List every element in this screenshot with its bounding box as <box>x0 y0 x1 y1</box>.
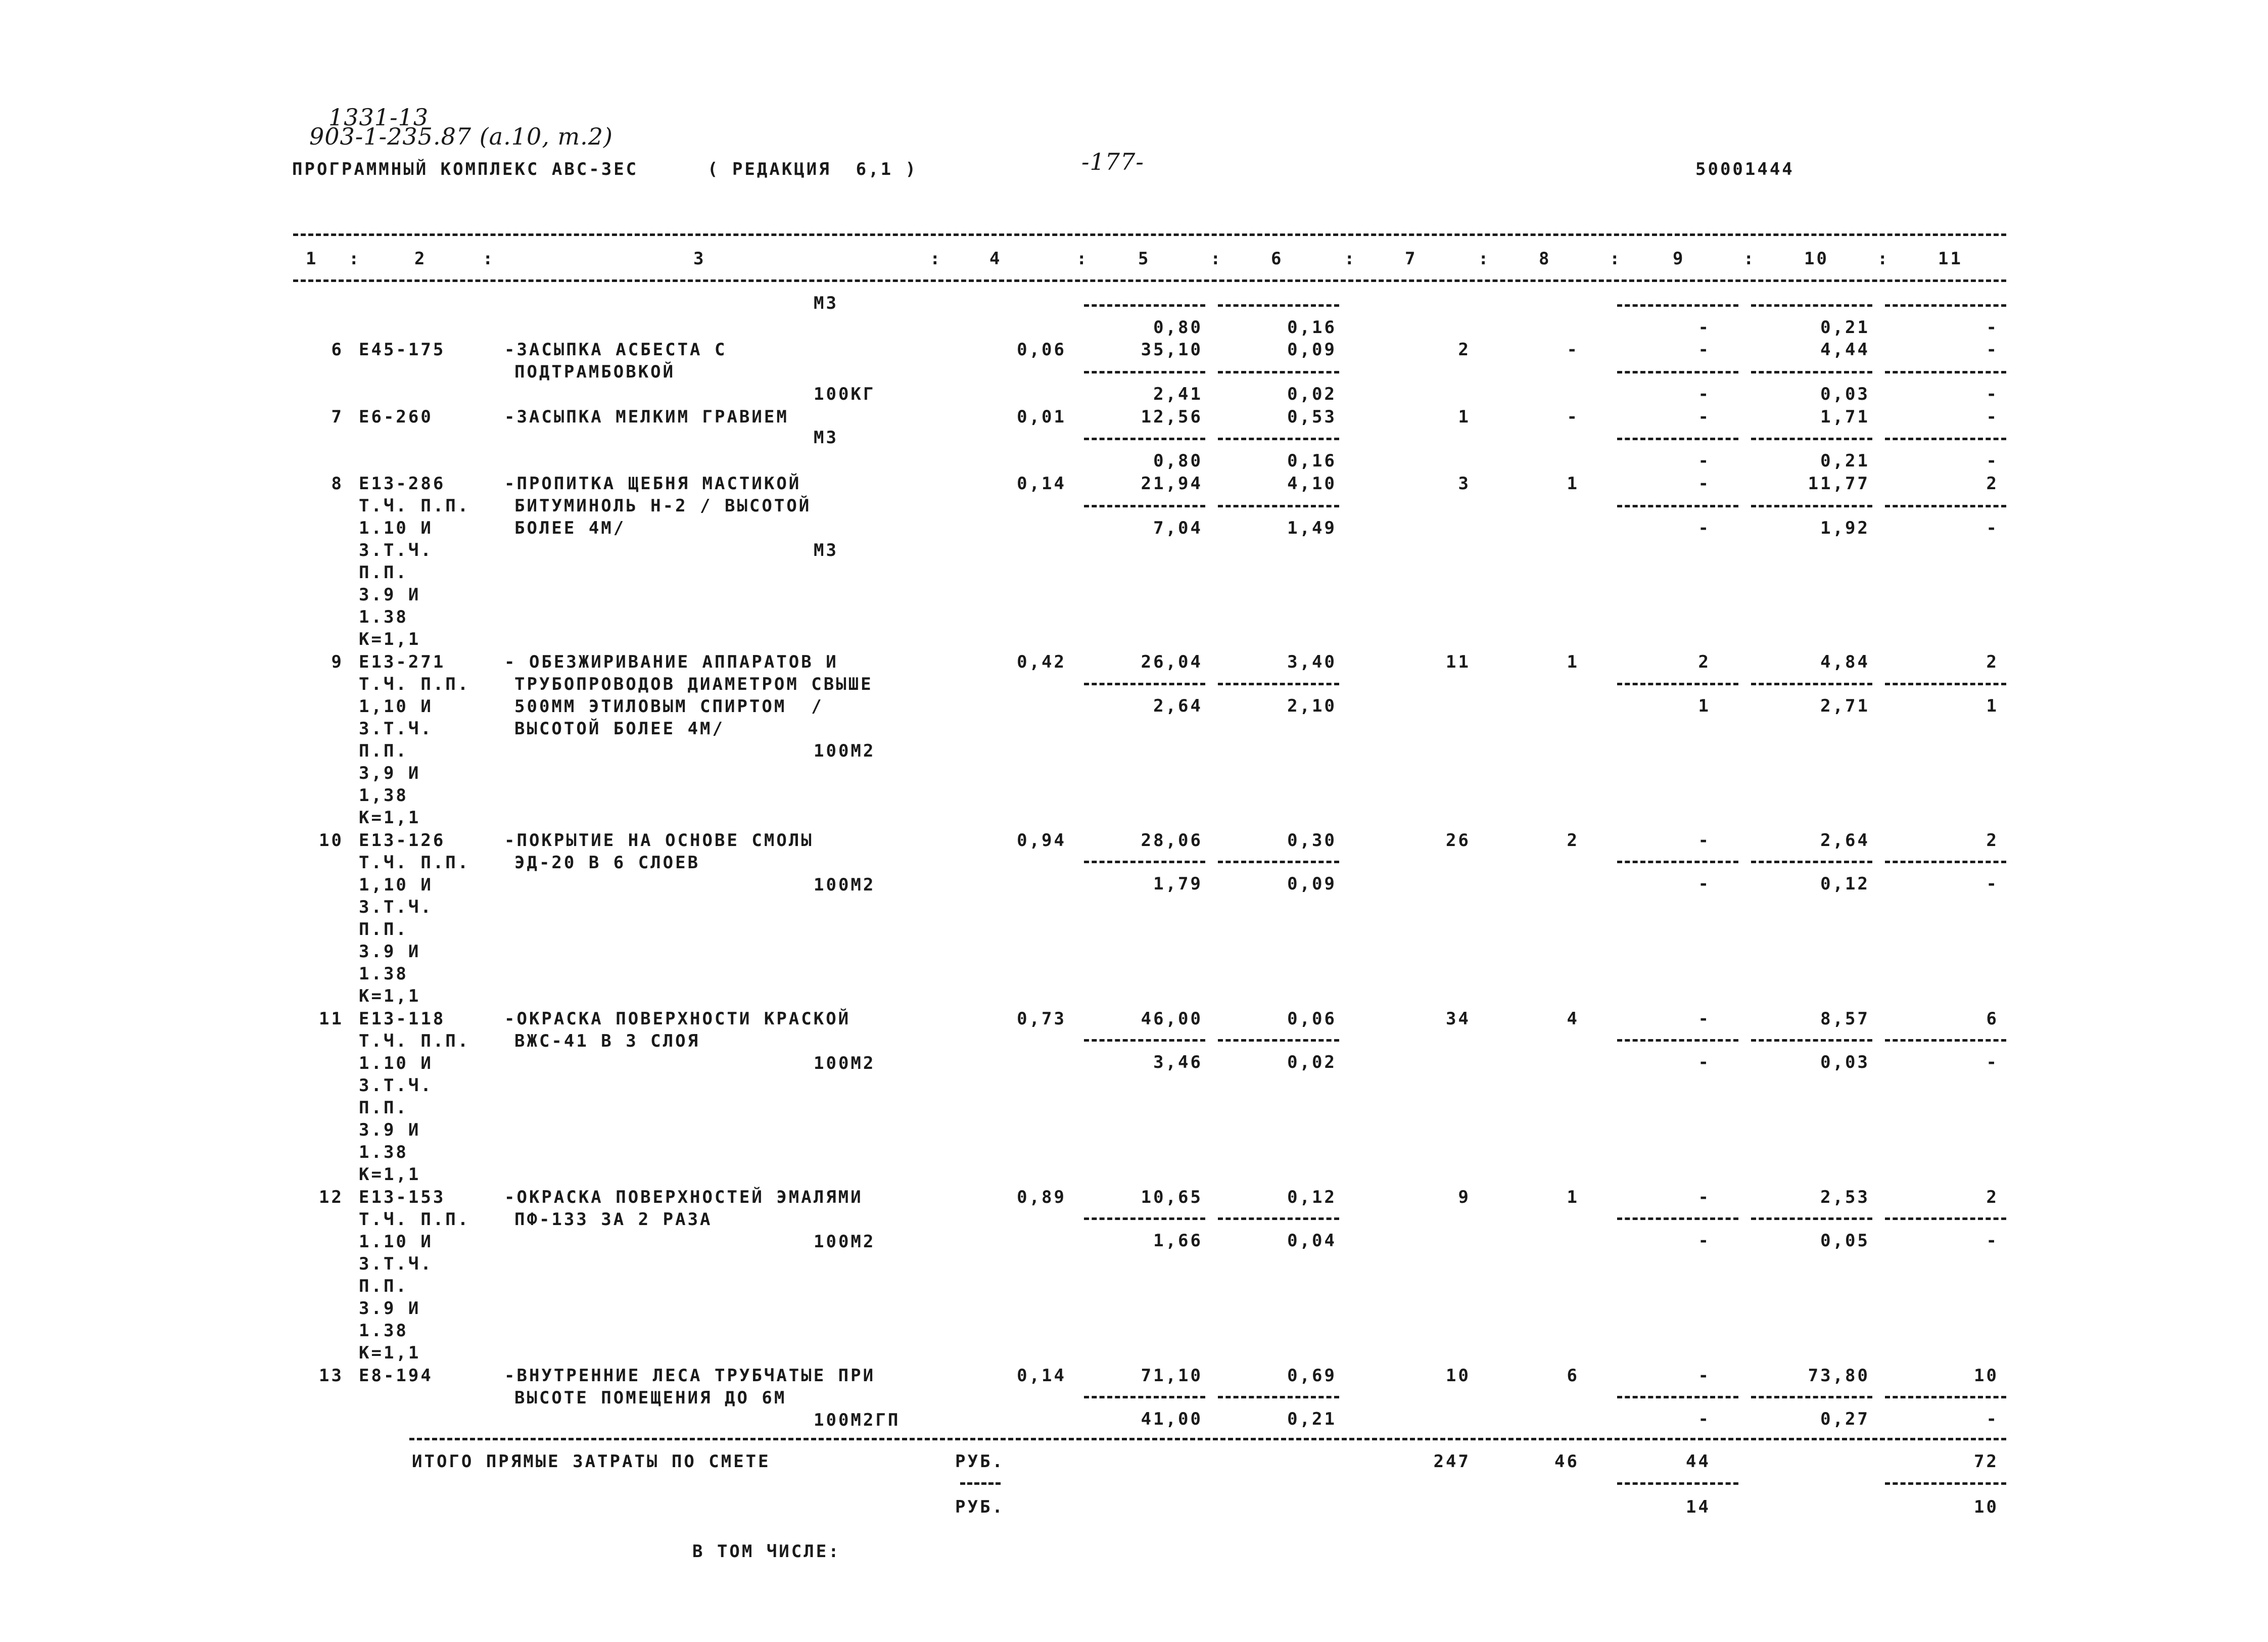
cell-c8: - <box>1567 340 1579 360</box>
rule <box>1218 505 1339 507</box>
row-code: К=1,1 <box>359 986 421 1006</box>
row-num: 11 <box>319 1009 344 1029</box>
cell-c10: 2,53 <box>1820 1187 1870 1207</box>
cell-c10-sub: 0,21 <box>1820 451 1870 471</box>
totals-rule <box>409 1438 2006 1440</box>
rule <box>1617 438 1738 440</box>
row-code: Е6-260 <box>359 407 433 427</box>
cell-c9: - <box>1698 830 1711 851</box>
rule <box>960 1482 1001 1485</box>
col-sep: : <box>930 249 942 269</box>
totals-c7: 247 <box>1433 1451 1471 1472</box>
row-name: 500ММ ЭТИЛОВЫМ СПИРТОМ / <box>514 696 824 717</box>
cell-c6-sub: 0,09 <box>1287 874 1337 894</box>
cell-c11-sub: - <box>1986 1052 1999 1072</box>
rule <box>1885 861 2006 863</box>
cell-c4: 0,14 <box>1017 474 1066 494</box>
cell-c4: 0,42 <box>1017 652 1066 672</box>
unit: М3 <box>814 428 838 448</box>
rule <box>1617 371 1738 373</box>
cell-c11: 2 <box>1986 652 1999 672</box>
rule <box>1218 1039 1339 1042</box>
header-rule-bottom <box>293 279 2006 282</box>
rule <box>1218 438 1339 440</box>
cell-c10: 4,84 <box>1820 652 1870 672</box>
row-num: 9 <box>331 652 344 672</box>
cell-c11: - <box>1986 340 1999 360</box>
unit: 100М2 <box>814 875 876 895</box>
row-name: -ЗАСЫПКА МЕЛКИМ ГРАВИЕМ <box>504 407 789 427</box>
page-number: -177- <box>1081 148 1144 175</box>
cell-c5: 35,10 <box>1141 340 1203 360</box>
cell-c5: 71,10 <box>1141 1366 1203 1386</box>
cell-c9: - <box>1698 407 1711 427</box>
cell-c6: 0,09 <box>1287 340 1337 360</box>
row-name: -ПРОПИТКА ЩЕБНЯ МАСТИКОЙ <box>504 474 801 494</box>
totals-currency: РУБ. <box>955 1451 1005 1472</box>
col-5: 5 <box>1138 249 1151 269</box>
row-code: Т.Ч. П.П. <box>359 674 470 694</box>
cell-c5-sub: 2,41 <box>1153 384 1203 404</box>
cell-c10-sub: 0,03 <box>1820 384 1870 404</box>
row-name: БИТУМИНОЛЬ Н-2 / ВЫСОТОЙ <box>514 496 812 516</box>
row-name: ТРУБОПРОВОДОВ ДИАМЕТРОМ СВЫШЕ <box>514 674 873 694</box>
col-2: 2 <box>414 249 427 269</box>
cell-c10-sub: 0,12 <box>1820 874 1870 894</box>
row-code: 3.9 И <box>359 585 421 605</box>
col-sep: : <box>1076 249 1089 269</box>
row-code: Т.Ч. П.П. <box>359 1031 470 1051</box>
col-sep: : <box>483 249 495 269</box>
cell-c5-sub: 41,00 <box>1141 1409 1203 1429</box>
rule <box>1084 861 1205 863</box>
cell-c5-sub: 1,79 <box>1153 874 1203 894</box>
row-code: Е13-286 <box>359 474 446 494</box>
col-6: 6 <box>1271 249 1284 269</box>
cell-c4: 0,94 <box>1017 830 1066 851</box>
row-code: 3.Т.Ч. <box>359 897 433 917</box>
row-code: П.П. <box>359 1098 408 1118</box>
rule <box>1084 438 1205 440</box>
col-sep: : <box>1210 249 1223 269</box>
row-name: БОЛЕЕ 4М/ <box>514 518 626 538</box>
rule <box>1218 1396 1339 1398</box>
cell-c6-sub: 2,10 <box>1287 696 1337 716</box>
row-code: 3.Т.Ч. <box>359 1075 433 1096</box>
cell-c10-sub: 0,03 <box>1820 1052 1870 1072</box>
cell-c4: 0,01 <box>1017 407 1066 427</box>
cell-c9-sub: - <box>1698 874 1711 894</box>
row-num: 12 <box>319 1187 344 1207</box>
rule <box>1084 1217 1205 1220</box>
cell-c11: 10 <box>1974 1366 1999 1386</box>
row-name: ПФ-133 ЗА 2 РАЗА <box>514 1209 713 1230</box>
cell-c9: - <box>1698 1366 1711 1386</box>
rule <box>1751 1039 1872 1042</box>
cell-c9-sub: - <box>1698 1052 1711 1072</box>
col-4: 4 <box>989 249 1002 269</box>
totals-label: ИТОГО ПРЯМЫЕ ЗАТРАТЫ ПО СМЕТЕ <box>412 1451 771 1472</box>
cell-c11-sub: - <box>1986 451 1999 471</box>
row-code: Е13-126 <box>359 830 446 851</box>
row-num: 10 <box>319 830 344 851</box>
row-code: 1,10 И <box>359 875 433 895</box>
row-code: 3.Т.Ч. <box>359 1254 433 1274</box>
row-code: Т.Ч. П.П. <box>359 1209 470 1230</box>
document-code: 50001444 <box>1695 159 1794 179</box>
row-name: -ВНУТРЕННИЕ ЛЕСА ТРУБЧАТЫЕ ПРИ <box>504 1366 876 1386</box>
cell-c11-sub: - <box>1986 317 1999 338</box>
cell-c11: 2 <box>1986 1187 1999 1207</box>
cell-c5: 46,00 <box>1141 1009 1203 1029</box>
row-code: П.П. <box>359 741 408 761</box>
row-code: Е13-153 <box>359 1187 446 1207</box>
cell-c6: 0,30 <box>1287 830 1337 851</box>
cell-c6-sub: 0,02 <box>1287 384 1337 404</box>
rule <box>1885 438 2006 440</box>
cell-c6: 0,06 <box>1287 1009 1337 1029</box>
totals-c11b: 10 <box>1974 1497 1999 1517</box>
cell-c9-sub: - <box>1698 1231 1711 1251</box>
rule <box>1617 1217 1738 1220</box>
rule <box>1218 371 1339 373</box>
cell-c9: - <box>1698 1009 1711 1029</box>
col-11: 11 <box>1938 249 1963 269</box>
col-8: 8 <box>1539 249 1551 269</box>
cell-c5: 12,56 <box>1141 407 1203 427</box>
cell-c11-sub: - <box>1986 384 1999 404</box>
cell-c9-sub: - <box>1698 518 1711 538</box>
cell-c5-sub: 0,80 <box>1153 317 1203 338</box>
rule-c5 <box>1084 304 1205 307</box>
unit: 100М2 <box>814 1232 876 1252</box>
row-code: 3.Т.Ч. <box>359 540 433 560</box>
col-3: 3 <box>693 249 706 269</box>
cell-c7: 3 <box>1458 474 1471 494</box>
col-sep: : <box>1877 249 1890 269</box>
cell-c11-sub: - <box>1986 1409 1999 1429</box>
cell-c6-sub: 0,02 <box>1287 1052 1337 1072</box>
row-code: П.П. <box>359 562 408 583</box>
totals-c9: 44 <box>1686 1451 1711 1472</box>
cell-c11-sub: - <box>1986 1231 1999 1251</box>
col-sep: : <box>1344 249 1357 269</box>
rule <box>1885 371 2006 373</box>
row-code: 1,38 <box>359 785 408 806</box>
rule <box>1218 683 1339 685</box>
col-1: 1 <box>306 249 318 269</box>
cell-c5-sub: 0,80 <box>1153 451 1203 471</box>
cell-c5: 21,94 <box>1141 474 1203 494</box>
cell-c4: 0,06 <box>1017 340 1066 360</box>
row-code: 3,9 И <box>359 763 421 783</box>
rule <box>1751 371 1872 373</box>
unit: 100М2 <box>814 741 876 761</box>
cell-c9-sub: - <box>1698 384 1711 404</box>
row-name: -ЗАСЫПКА АСБЕСТА С <box>504 340 727 360</box>
row-num: 13 <box>319 1366 344 1386</box>
cell-c9-sub: - <box>1698 1409 1711 1429</box>
cell-c10-sub: 0,21 <box>1820 317 1870 338</box>
cell-c10-sub: 0,05 <box>1820 1231 1870 1251</box>
row-name: - ОБЕЗЖИРИВАНИЕ АППАРАТОВ И <box>504 652 838 672</box>
row-name: ЭД-20 В 6 СЛОЕВ <box>514 853 700 873</box>
col-10: 10 <box>1804 249 1829 269</box>
handwritten-ref-1: 1331-13 <box>328 104 429 131</box>
cell-c4: 0,14 <box>1017 1366 1066 1386</box>
rule <box>1751 861 1872 863</box>
rule <box>1885 1396 2006 1398</box>
row-code: Е8-194 <box>359 1366 433 1386</box>
rule <box>1084 1396 1205 1398</box>
totals-c11: 72 <box>1974 1451 1999 1472</box>
header-rule-top <box>293 233 2006 236</box>
cell-c7: 11 <box>1446 652 1471 672</box>
row-name: -ПОКРЫТИЕ НА ОСНОВЕ СМОЛЫ <box>504 830 814 851</box>
cell-c4: 0,73 <box>1017 1009 1066 1029</box>
row-name: -ОКРАСКА ПОВЕРХНОСТИ КРАСКОЙ <box>504 1009 851 1029</box>
col-sep: : <box>1610 249 1622 269</box>
cell-c5: 28,06 <box>1141 830 1203 851</box>
cell-c10-sub: 2,71 <box>1820 696 1870 716</box>
row-name: ВЫСОТОЙ БОЛЕЕ 4М/ <box>514 719 725 739</box>
cell-c9-sub: - <box>1698 317 1711 338</box>
cell-c7: 26 <box>1446 830 1471 851</box>
row-code: Т.Ч. П.П. <box>359 496 470 516</box>
row-code: 1,10 И <box>359 696 433 717</box>
totals-c9b: 14 <box>1686 1497 1711 1517</box>
rule <box>1751 1396 1872 1398</box>
rule <box>1751 683 1872 685</box>
rule <box>1617 861 1738 863</box>
cell-c5: 26,04 <box>1141 652 1203 672</box>
including-label: В ТОМ ЧИСЛЕ: <box>692 1541 841 1562</box>
row-name: ПОДТРАМБОВКОЙ <box>514 362 676 382</box>
row-code: П.П. <box>359 1276 408 1296</box>
cell-c10: 1,71 <box>1820 407 1870 427</box>
totals-currency: РУБ. <box>955 1497 1005 1517</box>
rule <box>1751 1217 1872 1220</box>
cell-c6: 3,40 <box>1287 652 1337 672</box>
cell-c5: 10,65 <box>1141 1187 1203 1207</box>
row-code: Т.Ч. П.П. <box>359 853 470 873</box>
row-code: П.П. <box>359 919 408 940</box>
cell-c10: 73,80 <box>1808 1366 1870 1386</box>
col-7: 7 <box>1405 249 1418 269</box>
col-sep: : <box>1478 249 1491 269</box>
cell-c10-sub: 0,27 <box>1820 1409 1870 1429</box>
cell-c6-sub: 0,04 <box>1287 1231 1337 1251</box>
cell-c5-sub: 3,46 <box>1153 1052 1203 1072</box>
row-code: 1.10 И <box>359 518 433 538</box>
cell-c9: - <box>1698 474 1711 494</box>
rule <box>1617 1396 1738 1398</box>
row-code: 1.38 <box>359 1321 408 1341</box>
unit: М3 <box>814 293 838 313</box>
cell-c7: 2 <box>1458 340 1471 360</box>
cell-c9-sub: 1 <box>1698 696 1711 716</box>
rule <box>1885 683 2006 685</box>
row-code: Е13-118 <box>359 1009 446 1029</box>
totals-c8: 46 <box>1554 1451 1579 1472</box>
row-num: 6 <box>331 340 344 360</box>
rule <box>1751 438 1872 440</box>
cell-c11: 6 <box>1986 1009 1999 1029</box>
unit: 100КГ <box>814 384 876 404</box>
cell-c6: 0,69 <box>1287 1366 1337 1386</box>
rule-c10 <box>1751 304 1872 307</box>
rule <box>1218 1217 1339 1220</box>
row-code: Е45-175 <box>359 340 446 360</box>
rule <box>1885 1039 2006 1042</box>
col-9: 9 <box>1673 249 1685 269</box>
rule <box>1885 505 2006 507</box>
rule <box>1885 1217 2006 1220</box>
unit: 100М2ГП <box>814 1410 901 1430</box>
cell-c4: 0,89 <box>1017 1187 1066 1207</box>
rule-c6 <box>1218 304 1339 307</box>
cell-c8: 6 <box>1567 1366 1579 1386</box>
row-code: 1.10 И <box>359 1053 433 1073</box>
rule <box>1617 1482 1738 1485</box>
cell-c11-sub: - <box>1986 874 1999 894</box>
cell-c10: 11,77 <box>1808 474 1870 494</box>
cell-c7: 34 <box>1446 1009 1471 1029</box>
cell-c10: 4,44 <box>1820 340 1870 360</box>
cell-c8: 1 <box>1567 474 1579 494</box>
cell-c11: 2 <box>1986 830 1999 851</box>
col-sep: : <box>1743 249 1756 269</box>
cell-c9: - <box>1698 1187 1711 1207</box>
rule <box>1084 1039 1205 1042</box>
cell-c8: 1 <box>1567 1187 1579 1207</box>
cell-c5-sub: 2,64 <box>1153 696 1203 716</box>
edition-label: ( РЕДАКЦИЯ 6,1 ) <box>707 159 918 179</box>
cell-c6-sub: 0,21 <box>1287 1409 1337 1429</box>
rule-c9 <box>1617 304 1738 307</box>
row-code: К=1,1 <box>359 1164 421 1185</box>
cell-c6: 0,53 <box>1287 407 1337 427</box>
row-code: 3.9 И <box>359 1298 421 1319</box>
cell-c6: 4,10 <box>1287 474 1337 494</box>
cell-c9: - <box>1698 340 1711 360</box>
rule <box>1751 505 1872 507</box>
row-code: К=1,1 <box>359 808 421 828</box>
row-code: 3.9 И <box>359 1120 421 1140</box>
cell-c6: 0,12 <box>1287 1187 1337 1207</box>
rule <box>1084 371 1205 373</box>
rule <box>1218 861 1339 863</box>
cell-c10: 2,64 <box>1820 830 1870 851</box>
cell-c11-sub: - <box>1986 518 1999 538</box>
col-sep: : <box>349 249 361 269</box>
cell-c11: 2 <box>1986 474 1999 494</box>
cell-c7: 9 <box>1458 1187 1471 1207</box>
row-num: 7 <box>331 407 344 427</box>
row-code: 1.38 <box>359 1142 408 1162</box>
cell-c8: - <box>1567 407 1579 427</box>
handwritten-ref-2: 903-1-235.87 (а.10, т.2) <box>309 123 613 150</box>
cell-c8: 4 <box>1567 1009 1579 1029</box>
rule <box>1617 505 1738 507</box>
row-code: 3.Т.Ч. <box>359 719 433 739</box>
cell-c9-sub: - <box>1698 451 1711 471</box>
cell-c7: 10 <box>1446 1366 1471 1386</box>
row-code: 1.38 <box>359 607 408 627</box>
row-name: ВЖС-41 В 3 СЛОЯ <box>514 1031 700 1051</box>
row-code: К=1,1 <box>359 1343 421 1363</box>
row-code: Е13-271 <box>359 652 446 672</box>
cell-c10: 8,57 <box>1820 1009 1870 1029</box>
row-code: 3.9 И <box>359 942 421 962</box>
cell-c6-sub: 0,16 <box>1287 317 1337 338</box>
row-num: 8 <box>331 474 344 494</box>
cell-c11: - <box>1986 407 1999 427</box>
row-code: 1.38 <box>359 964 408 984</box>
rule <box>1885 1482 2006 1485</box>
cell-c6-sub: 0,16 <box>1287 451 1337 471</box>
cell-c8: 2 <box>1567 830 1579 851</box>
rule-c11 <box>1885 304 2006 307</box>
program-title: ПРОГРАММНЫЙ КОМПЛЕКС АВС-3ЕС <box>292 159 639 179</box>
cell-c7: 1 <box>1458 407 1471 427</box>
rule <box>1617 683 1738 685</box>
cell-c10-sub: 1,92 <box>1820 518 1870 538</box>
cell-c9: 2 <box>1698 652 1711 672</box>
cell-c6-sub: 1,49 <box>1287 518 1337 538</box>
unit: 100М2 <box>814 1053 876 1073</box>
cell-c11-sub: 1 <box>1986 696 1999 716</box>
cell-c8: 1 <box>1567 652 1579 672</box>
unit: М3 <box>814 540 838 560</box>
cell-c5-sub: 1,66 <box>1153 1231 1203 1251</box>
rule <box>1617 1039 1738 1042</box>
rule <box>1084 505 1205 507</box>
cell-c5-sub: 7,04 <box>1153 518 1203 538</box>
row-name: ВЫСОТЕ ПОМЕЩЕНИЯ ДО 6М <box>514 1388 787 1408</box>
row-name: -ОКРАСКА ПОВЕРХНОСТЕЙ ЭМАЛЯМИ <box>504 1187 863 1207</box>
row-code: К=1,1 <box>359 629 421 649</box>
row-code: 1.10 И <box>359 1232 433 1252</box>
rule <box>1084 683 1205 685</box>
